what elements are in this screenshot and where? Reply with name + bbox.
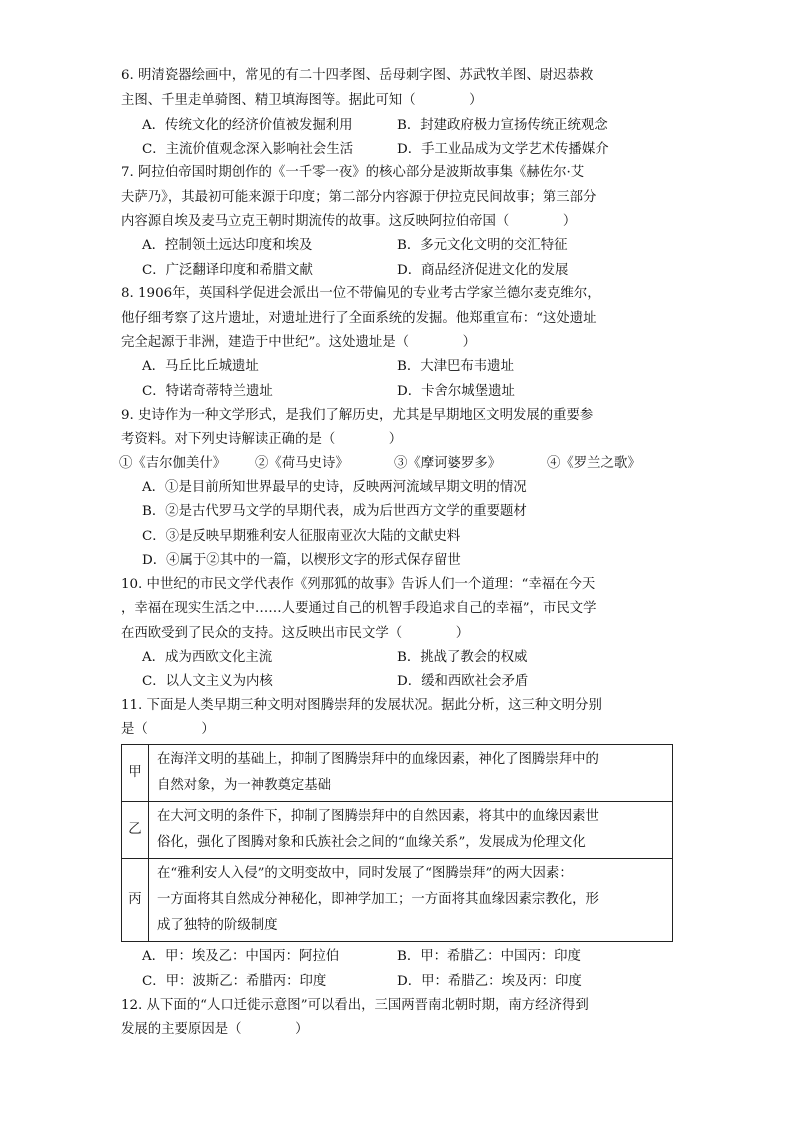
q9-option-a: A．①是目前所知世界最早的史诗，反映两河流域早期文明的情况 <box>142 480 527 495</box>
q10-option-b: B．挑战了教会的权威 <box>397 650 528 665</box>
q11-option-c: C．甲：波斯乙：希腊丙：印度 <box>142 974 327 989</box>
table-row <box>122 859 673 942</box>
row-text-yi <box>149 802 673 859</box>
q7-stem-line-1: 7. 阿拉伯帝国时期创作的《一千零一夜》的核心部分是波斯故事集《赫佐尔·艾 <box>121 165 585 180</box>
q8-stem-line-1: 8. 1906年，英国科学促进会派出一位不带偏见的专业考古学家兰德尔麦克维尔， <box>121 286 601 301</box>
q6-stem-line-2: 主图、千里走单骑图、精卫填海图等。据此可知（ ） <box>121 93 483 108</box>
q10-stem-line-2: ，幸福在现实生活之中……人要通过自己的机智手段追求自己的幸福”，市民文学 <box>121 601 597 616</box>
q9-item-3: ③《摩诃婆罗多》 <box>394 456 502 471</box>
q12-stem-line-2: 发展的主要原因是（ ） <box>121 1022 309 1037</box>
q7-option-c: C．广泛翻译印度和希腊文献 <box>142 263 313 278</box>
row-text-line: 在“雅利安人入侵”的文明变故中，同时发展了“图腾崇拜”的两大因素： <box>157 866 573 881</box>
q11-stem-line-1: 11. 下面是人类早期三种文明对图腾崇拜的发展状况。据此分析，这三种文明分别 <box>121 698 602 713</box>
q8-option-d: D．卡舍尔城堡遗址 <box>397 384 515 399</box>
q9-item-1: ①《吉尔伽美什》 <box>119 456 227 471</box>
table-row <box>122 745 673 802</box>
q9-stem-line-2: 考资料。对下列史诗解读正确的是（ ） <box>121 432 403 447</box>
row-text-jia <box>149 745 673 802</box>
row-text-bing <box>149 859 673 942</box>
table-row <box>122 802 673 859</box>
q9-item-4: ④《罗兰之歌》 <box>547 456 641 471</box>
q9-option-d: D．④属于②其中的一篇，以楔形文字的形式保存留世 <box>142 553 461 568</box>
row-text-line: 自然对象，为一神教奠定基础 <box>157 778 332 793</box>
q10-option-c: C．以人文主义为内核 <box>142 674 273 689</box>
q10-option-a: A．成为西欧文化主流 <box>142 650 273 665</box>
q6-option-b: B．封建政府极力宣扬传统正统观念 <box>397 118 608 133</box>
q10-stem-line-3: 在西欧受到了民众的支持。这反映出市民文学（ ） <box>121 626 470 641</box>
q11-option-a: A．甲：埃及乙：中国丙：阿拉伯 <box>142 949 340 964</box>
q8-option-c: C．特诺奇蒂特兰遗址 <box>142 384 273 399</box>
q9-stem-line-1: 9. 史诗作为一种文学形式，是我们了解历史，尤其是早期地区文明发展的重要参 <box>121 408 594 423</box>
q11-option-b: B．甲：希腊乙：中国丙：印度 <box>397 949 581 964</box>
row-label-yi: 乙 <box>122 802 149 859</box>
q9-item-2: ②《荷马史诗》 <box>255 456 349 471</box>
q9-option-b: B．②是古代罗马文学的早期代表，成为后世西方文学的重要题材 <box>142 504 527 519</box>
row-text-line: 俗化，强化了图腾对象和氏族社会之间的“血缘关系”，发展成为伦理文化 <box>157 835 586 850</box>
q12-stem-line-1: 12. 从下面的“人口迁徙示意图”可以看出，三国两晋南北朝时期，南方经济得到 <box>121 998 589 1013</box>
q10-option-d: D．缓和西欧社会矛盾 <box>397 674 529 689</box>
q6-option-c: C．主流价值观念深入影响社会生活 <box>142 142 354 157</box>
q7-stem-line-3: 内容源自埃及麦马立克王朝时期流传的故事。这反映阿拉伯帝国（ ） <box>121 214 577 229</box>
row-text-line: 成了独特的阶级制度 <box>157 918 278 933</box>
civilization-table <box>121 744 673 942</box>
q6-stem-line-1: 6. 明清瓷器绘画中，常见的有二十四孝图、岳母刺字图、苏武牧羊图、尉迟恭救 <box>121 68 594 83</box>
row-text-line: 在海洋文明的基础上，抑制了图腾崇拜中的血缘因素，神化了图腾崇拜中的 <box>157 752 599 767</box>
q7-option-b: B．多元文化文明的交汇特征 <box>397 238 568 253</box>
row-label-jia: 甲 <box>122 745 149 802</box>
q7-stem-line-2: 夫萨乃》，其最初可能来源于印度；第二部分内容源于伊拉克民间故事；第三部分 <box>121 190 597 205</box>
q9-option-c: C．③是反映早期雅利安人征服南亚次大陆的文献史料 <box>142 529 461 544</box>
q7-option-d: D．商品经济促进文化的发展 <box>397 263 569 278</box>
q8-option-b: B．大津巴布韦遗址 <box>397 359 514 374</box>
q8-option-a: A．马丘比丘城遗址 <box>142 359 259 374</box>
row-text-line: 一方面将其自然成分神秘化，即神学加工；一方面将其血缘因素宗教化，形 <box>157 892 599 907</box>
q8-stem-line-3: 完全起源于非洲，建造于中世纪”。这处遗址是（ ） <box>121 335 476 350</box>
q6-option-a: A．传统文化的经济价值被发掘利用 <box>142 118 353 133</box>
q10-stem-line-1: 10. 中世纪的市民文学代表作《列那狐的故事》告诉人们一个道理：“幸福在今天 <box>121 577 596 592</box>
row-text-line: 在大河文明的条件下，抑制了图腾崇拜中的自然因素，将其中的血缘因素世 <box>157 809 599 824</box>
q11-option-d: D．甲：希腊乙：埃及丙：印度 <box>397 974 582 989</box>
q6-option-d: D．手工业品成为文学艺术传播媒介 <box>397 142 609 157</box>
q11-stem-line-2: 是（ ） <box>121 722 215 737</box>
q7-option-a: A．控制领土远达印度和埃及 <box>142 238 313 253</box>
row-label-bing: 丙 <box>122 859 149 942</box>
q8-stem-line-2: 他仔细考察了这片遗址，对遗址进行了全面系统的发掘。他郑重宣布：“这处遗址 <box>121 311 597 326</box>
